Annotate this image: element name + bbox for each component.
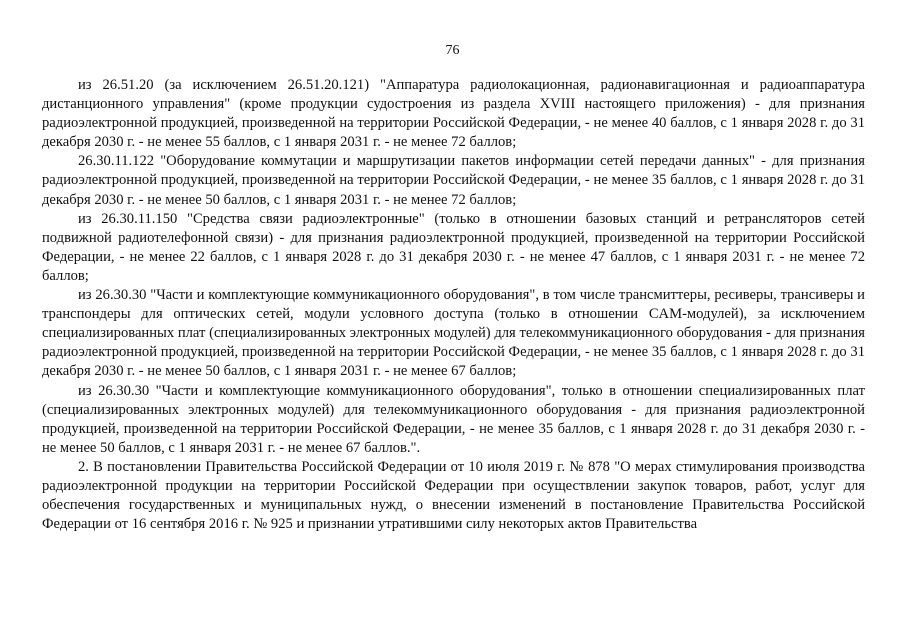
page-number: 76 [445,43,460,58]
paragraph-26-51-20: из 26.51.20 (за исключением 26.51.20.121) "Аппаратура радиолокационная, радионавигационная и радиоаппаратура дистанционного управления" (кроме продукции судостроения из раздела XVIII настоящего приложения) - для признания радиоэлектронной продукцией, произведенной на территории Российской Федерации, - не менее 40 баллов, с 1 января 2028 г. до 31 декабря 2030 г. - не менее 55 баллов, с 1 января 2031 г. - не менее 72 баллов; [42,77,865,151]
paragraph-26-30-30-special-boards: из 26.30.30 "Части и комплектующие коммуникационного оборудования", только в отношении специализированных плат (специализированных электронных модулей) для телекоммуникационного оборудования - для признания радиоэлектронной продукцией, произведенной на территории Российской Федерации, - не менее 35 баллов, с 1 января 2028 г. до 31 декабря 2030 г. - не менее 50 баллов, с 1 января 2031 г. - не менее 67 баллов.". [42,382,865,456]
paragraph-26-30-30-parts: из 26.30.30 "Части и комплектующие коммуникационного оборудования", в том числе трансмиттеры, ресиверы, трансиверы и транспондеры для оптических сетей, модули условного доступа (только в отношении CAM-модулей), за исключением специализированных плат (специализированных электронных модулей) для телекоммуникационного оборудования - для признания радиоэлектронной продукцией, произведенной на территории Российской Федерации, - не менее 35 баллов, с 1 января 2028 г. до 31 декабря 2030 г. - не менее 50 баллов, с 1 января 2031 г. - не менее 67 баллов; [42,287,865,380]
paragraph-26-30-11-150: из 26.30.11.150 "Средства связи радиоэлектронные" (только в отношении базовых станций и ретрансляторов сетей подвижной радиотелефонной связи) - для признания радиоэлектронной продукцией, произведенной на территории Российской Федерации, - не менее 22 баллов, с 1 января 2028 г. до 31 декабря 2030 г. - не менее 47 баллов, с 1 января 2031 г. - не менее 72 баллов; [42,210,865,284]
document-body [42,76,865,534]
paragraph-item-2: 2. В постановлении Правительства Российской Федерации от 10 июля 2019 г. № 878 "О мерах стимулирования производства радиоэлектронной продукции на территории Российской Федерации при осуществлении закупок товаров, работ, услуг для обеспечения государственных и муниципальных нужд, о внесении изменений в постановление Правительства Российской Федерации от 16 сентября 2016 г. № 925 и признании утратившими силу некоторых актов Правительства [42,458,865,533]
paragraph-26-30-11-122: 26.30.11.122 "Оборудование коммутации и маршрутизации пакетов информации сетей передачи данных" - для признания радиоэлектронной продукцией, произведенной на территории Российской Федерации, - не менее 35 баллов, с 1 января 2028 г. до 31 декабря 2030 г. - не менее 50 баллов, с 1 января 2031 г. - не менее 72 баллов; [42,153,865,208]
